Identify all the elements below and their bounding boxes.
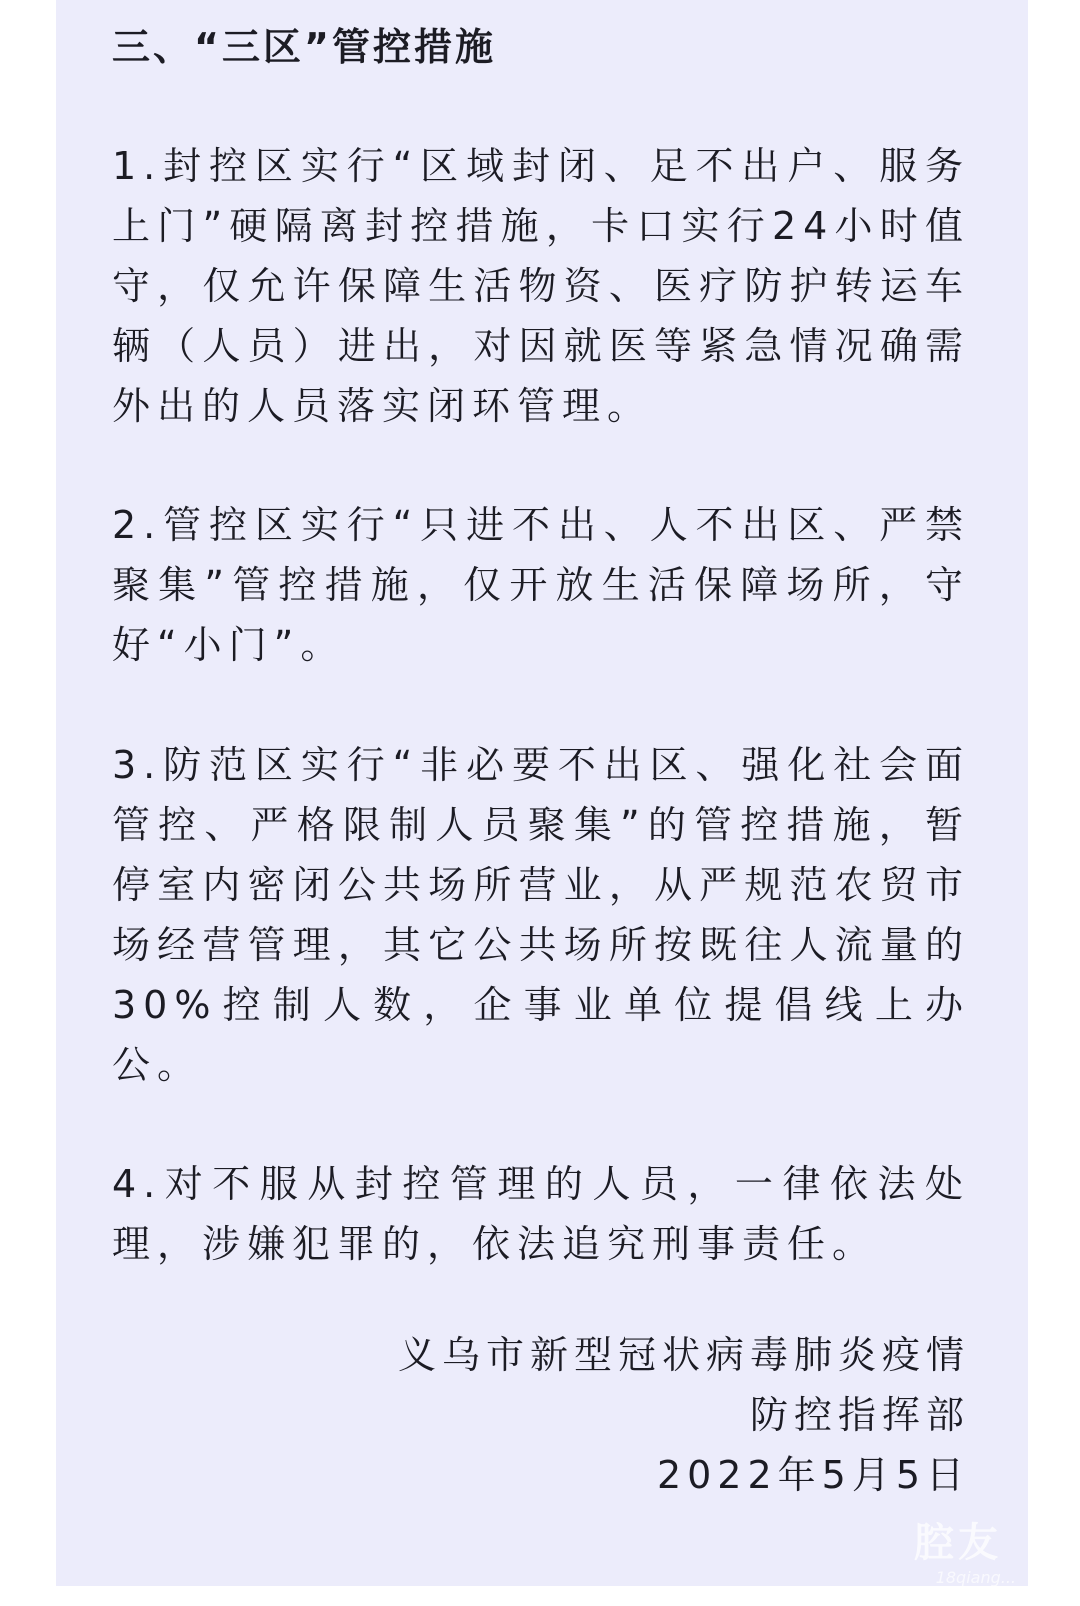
watermark-logo: 腔友: [914, 1520, 1002, 1566]
signature-organization-line2: 防控指挥部: [749, 1393, 970, 1437]
signature-date: 2022年5月5日: [656, 1453, 970, 1497]
watermark-url: 18qiang...: [935, 1568, 1016, 1587]
paragraph-3: 3.防范区实行“非必要不出区、强化社会面管控、严格限制人员聚集”的管控措施，暂停室内密闭公共场所营业，从严规范农贸市场经营管理，其它公共场所按既往人流量的30%控制人数，企事业单位提倡线上办公。: [112, 743, 970, 1087]
paragraph-2: 2.管控区实行“只进不出、人不出区、严禁聚集”管控措施，仅开放生活保障场所，守好“小门”。: [112, 503, 970, 667]
paragraph-1: 1.封控区实行“区域封闭、足不出户、服务上门”硬隔离封控措施，卡口实行24小时值守，仅允许保障生活物资、医疗防护转运车辆（人员）进出，对因就医等紧急情况确需外出的人员落实闭环管理。: [112, 144, 970, 428]
paragraph-4: 4.对不服从封控管理的人员，一律依法处理，涉嫌犯罪的，依法追究刑事责任。: [112, 1162, 970, 1266]
signature-organization-line1: 义乌市新型冠状病毒肺炎疫情: [397, 1333, 970, 1377]
section-heading: 三、“三区”管控措施: [112, 25, 496, 69]
